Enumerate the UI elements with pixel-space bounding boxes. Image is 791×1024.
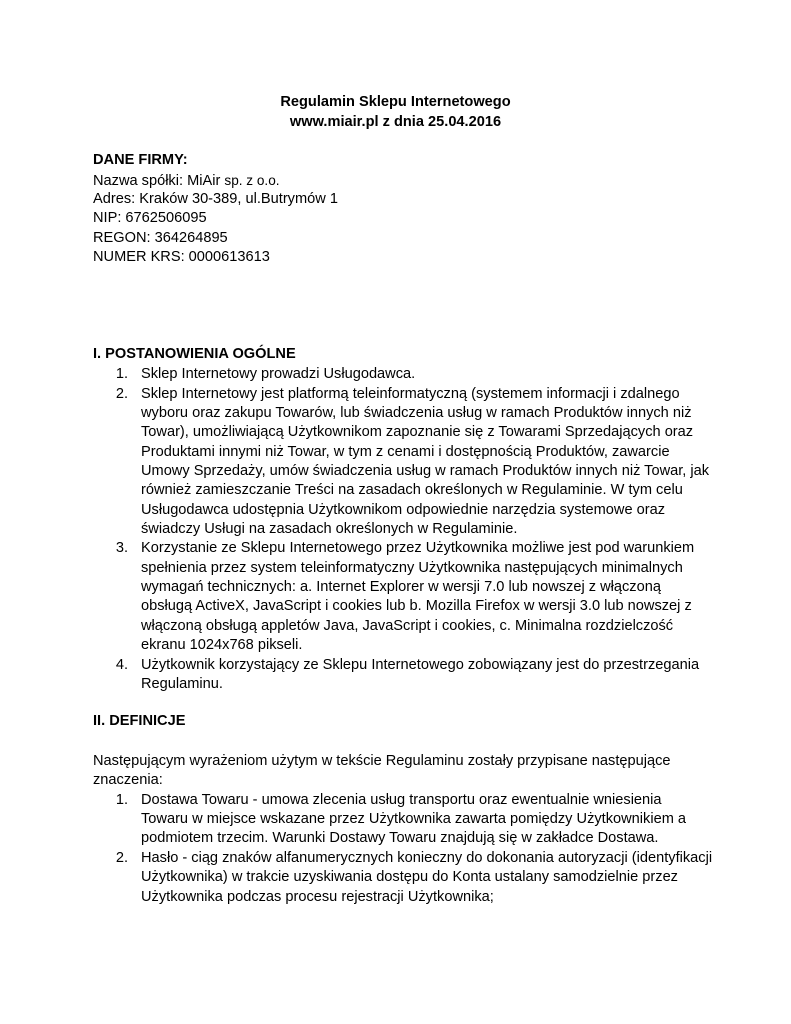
section2-item-line: Użytkownika) w trakcie uzyskiwania dostępu do Konta ustalany samodzielnie przez — [141, 869, 678, 885]
section2-item-line: Hasło - ciąg znaków alfanumerycznych konieczny do dokonania autoryzacji (identyfikacji — [141, 850, 713, 866]
company-name-label: Nazwa spółki: MiAir — [93, 173, 221, 189]
section2-item-line: podmiotem trzecim. Warunki Dostawy Towaru znajdują się w zakładce Dostawa. — [141, 830, 659, 846]
section1-item-line: Usługodawca udostępnia Użytkownikom odpowiednie narzędzia systemowe oraz — [141, 502, 666, 518]
section2-item-line: Dostawa Towaru - umowa zlecenia usług transportu oraz ewentualnie wniesienia — [141, 792, 662, 808]
section1-item-line: wyboru oraz zakupu Towarów, lub świadczenia usług w ramach Produktów innych niż — [141, 405, 692, 421]
section1-item-number: 1. — [115, 366, 128, 382]
company-name — [93, 171, 280, 191]
section1-item-line: Regulaminu. — [141, 676, 223, 692]
company-heading: DANE FIRMY: — [93, 152, 188, 168]
company-nip: NIP: 6762506095 — [93, 210, 207, 226]
section1-item-line: również zamieszczanie Treści na zasadach określonych w Regulaminie. W tym celu — [141, 482, 683, 498]
company-krs: NUMER KRS: 0000613613 — [93, 249, 270, 265]
section1-item-line: Korzystanie ze Sklepu Internetowego przez Użytkownika możliwe jest pod warunkiem — [141, 540, 695, 556]
section2-item-line: Użytkownika podczas procesu rejestracji Użytkownika; — [141, 889, 494, 905]
section1-item-line: Sklep Internetowy jest platformą teleinformatyczną (systemem informacji i zdalnego — [141, 386, 680, 402]
section1-item-line: Umowy Sprzedaży, umów świadczenia usług w ramach Produktów innych niż Towar, jak — [141, 463, 710, 479]
document-subtitle: www.miair.pl z dnia 25.04.2016 — [289, 114, 502, 130]
section2-intro-line: znaczenia: — [93, 772, 163, 788]
section1-item-number: 3. — [115, 540, 128, 556]
company-address: Adres: Kraków 30-389, ul.Butrymów 1 — [93, 191, 338, 207]
section1-item-line: Towar), umożliwiającą Użytkownikom zapoznanie się z Towarami Sprzedających oraz — [141, 424, 694, 440]
section1-heading: I. POSTANOWIENIA OGÓLNE — [93, 346, 296, 362]
section1-item-line: włączoną obsługą appletów Java, JavaScript i cookies, c. Minimalna rozdzielczość — [141, 618, 674, 634]
section1-item-line: spełnienia przez system teleinformatyczny Użytkownika następujących minimalnych — [141, 560, 683, 576]
section2-item-line: Towaru w miejsce wskazane przez Użytkownika zawarta pomiędzy Użytkownikiem a — [141, 811, 687, 827]
section1-item-number: 2. — [115, 386, 128, 402]
company-regon: REGON: 364264895 — [93, 230, 228, 246]
section1-item-line: Produktami innymi niż Towar, w tym z cenami i dostępnością Produktów, zawarcie — [141, 444, 670, 460]
section2-item-number: 2. — [115, 850, 128, 866]
section2-item-number: 1. — [115, 792, 128, 808]
company-name-suffix: sp. z o.o. — [224, 173, 280, 188]
section2-heading: II. DEFINICJE — [93, 713, 186, 729]
section1-item-line: wymagań technicznych: a. Internet Explorer w wersji 7.0 lub nowszej z włączoną — [141, 579, 661, 595]
section1-item-line: Użytkownik korzystający ze Sklepu Internetowego zobowiązany jest do przestrzegania — [141, 657, 700, 673]
section1-item-line: świadczy Usługi na zasadach określonych w Regulaminie. — [141, 521, 518, 537]
section1-item-line: ekranu 1024x768 pikseli. — [141, 637, 303, 653]
document-title: Regulamin Sklepu Internetowego — [280, 94, 511, 110]
section1-item-line: obsługą ActiveX, JavaScript i cookies lub b. Mozilla Firefox w wersji 3.0 lub nowszej z — [141, 598, 692, 614]
section2-intro-line: Następującym wyrażeniom użytym w tekście Regulaminu zostały przypisane następujące — [93, 753, 671, 769]
section1-item-line: Sklep Internetowy prowadzi Usługodawca. — [141, 366, 416, 382]
section1-item-number: 4. — [115, 657, 128, 673]
